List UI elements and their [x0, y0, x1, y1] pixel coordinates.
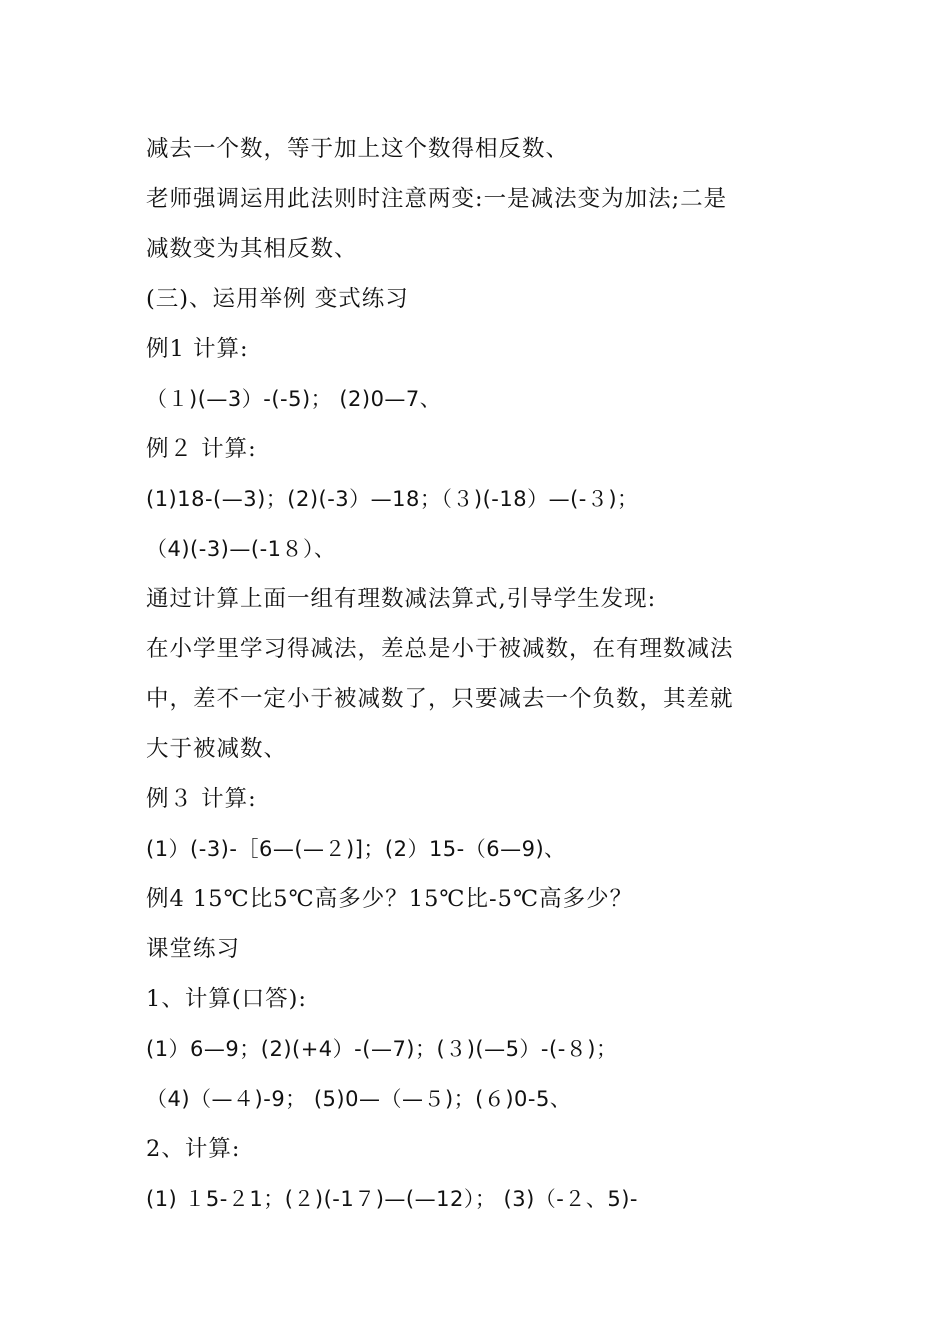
practice-1-problems-b: （4)（—４)-9； (5)0—（—５)；(６)0-5、 [146, 1087, 572, 1111]
section-heading: (三)、运用举例 变式练习 [146, 286, 409, 312]
practice-2-problems: (1) １5-２1；(２)(-1７)—(—12）； (3)（-２、5)- [146, 1187, 638, 1211]
example-4: 例4 15℃比5℃高多少？15℃比-5℃高多少？ [146, 886, 634, 912]
classroom-practice-heading: 课堂练习 [146, 936, 241, 962]
text-line-1: 减去一个数，等于加上这个数得相反数、 [146, 136, 570, 162]
text-line-13: 大于被减数、 [146, 736, 288, 762]
practice-1-label: 1、计算(口答): [146, 986, 307, 1012]
text-line-2: 老师强调运用此法则时注意两变:一是减法变为加法;二是 [146, 186, 728, 212]
practice-1-problems-a: (1）6—9；(2)(+4）-(—7)；(３)(—5）-(-８)； [146, 1037, 618, 1061]
text-line-12: 中，差不一定小于被减数了，只要减去一个负数，其差就 [146, 686, 734, 712]
example-2-problems-b: （4)(-3)—(-1８）、 [146, 537, 336, 561]
text-line-10: 通过计算上面一组有理数减法算式,引导学生发现: [146, 586, 657, 612]
example-3-problems: (1）(-3)-［6—(—２)]；(2）15-（6—9)、 [146, 837, 566, 861]
example-2-label: 例２ 计算: [146, 436, 257, 462]
practice-2-label: 2、计算: [146, 1136, 241, 1162]
text-line-11: 在小学里学习得减法，差总是小于被减数，在有理数减法 [146, 636, 734, 662]
text-line-3: 减数变为其相反数、 [146, 236, 358, 262]
example-3-label: 例３ 计算: [146, 786, 257, 812]
example-1-problems: （１)(—3）-(-5)； (2)0—7、 [146, 387, 442, 411]
example-2-problems-a: (1)18-(—3)；(2)(-3）—18；（３)(-18）—(-３)； [146, 487, 639, 511]
example-1-label: 例1 计算: [146, 336, 249, 362]
